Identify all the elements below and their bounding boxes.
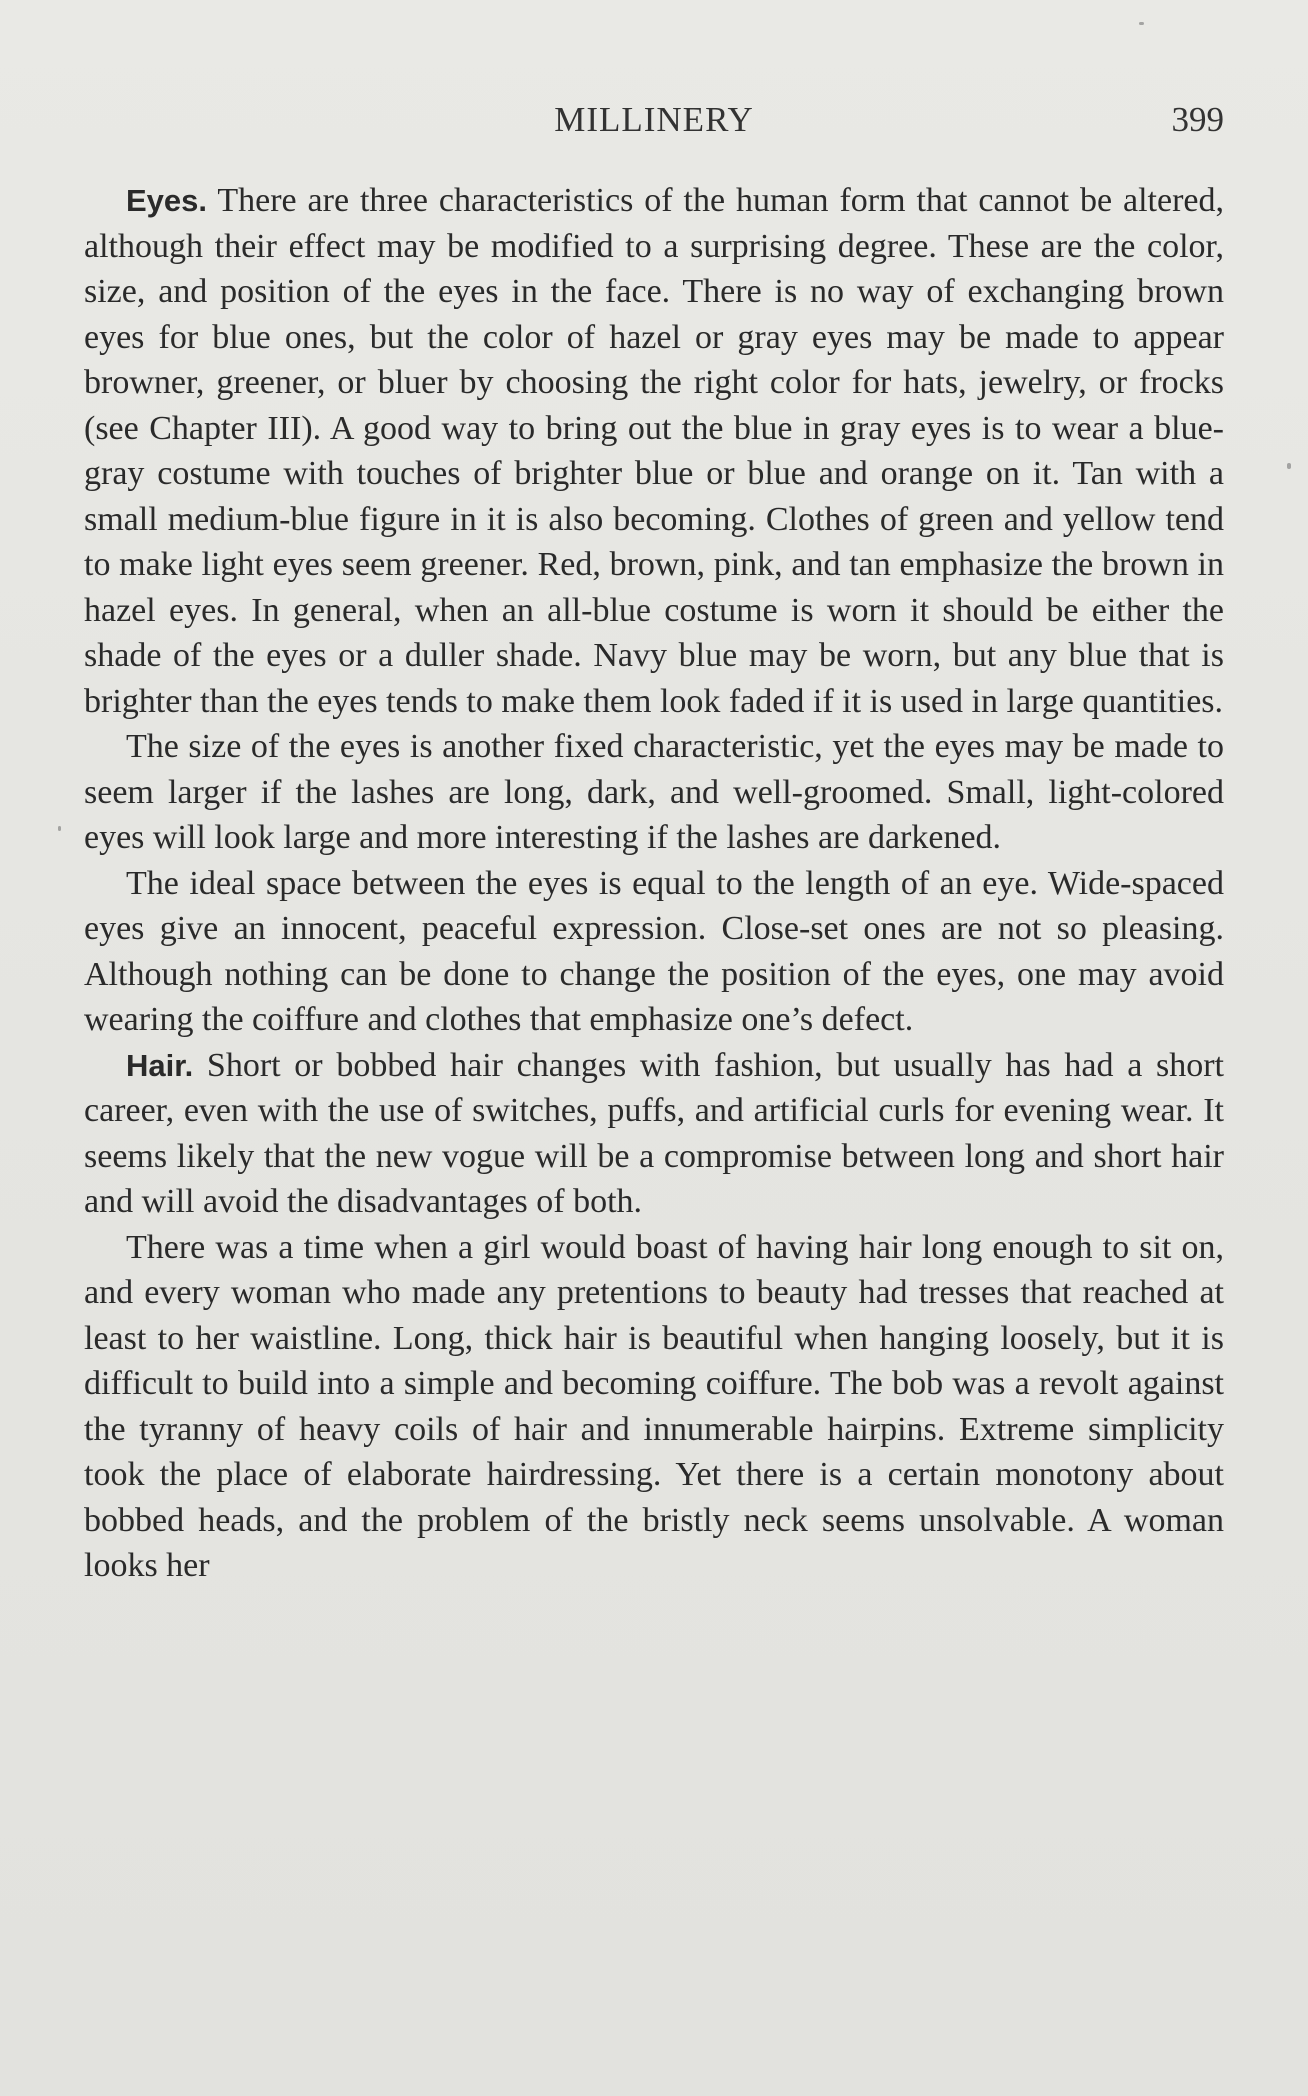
body-text xyxy=(84,178,1224,1589)
paragraph-eye-spacing xyxy=(84,861,1224,1043)
paragraph-text: The ideal space between the eyes is equal to the length of an eye. Wide-spaced eyes give an innocent, peaceful expression. Close-set ones are not so pleasing. Although nothing can be done to change the position of the eyes, one may avoid wearing the coiffure and clothes that emphasize one’s defect. xyxy=(84,864,1224,1038)
paragraph-text: Short or bobbed hair changes with fashion, but usually has had a short career, even with the use of switches, puffs, and artificial curls for evening wear. It seems likely that the new vogue will be a compromise between long and short hair and will avoid the disadvantages of both. xyxy=(84,1046,1224,1220)
paragraph-hair xyxy=(84,1043,1224,1225)
running-title: MILLINERY xyxy=(554,100,754,139)
section-heading-eyes: Eyes. xyxy=(126,183,208,218)
paragraph-text: The size of the eyes is another fixed characteristic, yet the eyes may be made to seem larger if the lashes are long, dark, and well-groomed. Small, light-colored eyes will look large and more interesting if the lashes are darkened. xyxy=(84,728,1224,856)
paper-speck xyxy=(1139,22,1144,25)
paper-speck xyxy=(1287,463,1291,469)
paragraph-text: There are three characteristics of the human form that cannot be altered, although their effect may be modified to a surprising degree. These are the color, size, and position of the eyes in the face. There is no way of exchanging brown eyes for blue ones, but the color of hazel or gray eyes may be made to appear browner, greener, or bluer by choosing the right color for hats, jewelry, or frocks (see Chapter III). A good way to bring out the blue in gray eyes is to wear a blue-gray costume with touches of brighter blue or blue and orange on it. Tan with a small medium-blue figure in it is also becoming. Clothes of green and yellow tend to make light eyes seem greener. Red, brown, pink, and tan emphasize the brown in hazel eyes. In general, when an all-blue costume is worn it should be either the shade of the eyes or a duller shade. Navy blue may be worn, but any blue that is brighter than the eyes tends to make them look faded if it is used in large quantities. xyxy=(84,182,1224,720)
paragraph-eye-size xyxy=(84,724,1224,861)
section-heading-hair: Hair. xyxy=(126,1047,194,1083)
paragraph-long-hair xyxy=(84,1225,1224,1589)
paragraph-text: There was a time when a girl would boast of having hair long enough to sit on, and every woman who made any pretentions to beauty had tresses that reached at least to her waistline. Long, thick hair is beautiful when hanging loosely, but it is difficult to build into a simple and becoming coiffure. The bob was a revolt against the tyranny of heavy coils of hair and innumerable hairpins. Extreme simplicity took the place of elaborate hairdressing. Yet there is a certain monotony about bobbed heads, and the problem of the bristly neck seems unsolvable. A woman looks her xyxy=(84,1228,1224,1584)
paper-speck xyxy=(58,826,61,831)
page-number: 399 xyxy=(1171,100,1224,139)
running-header xyxy=(84,100,1224,150)
paragraph-eyes xyxy=(84,178,1224,724)
